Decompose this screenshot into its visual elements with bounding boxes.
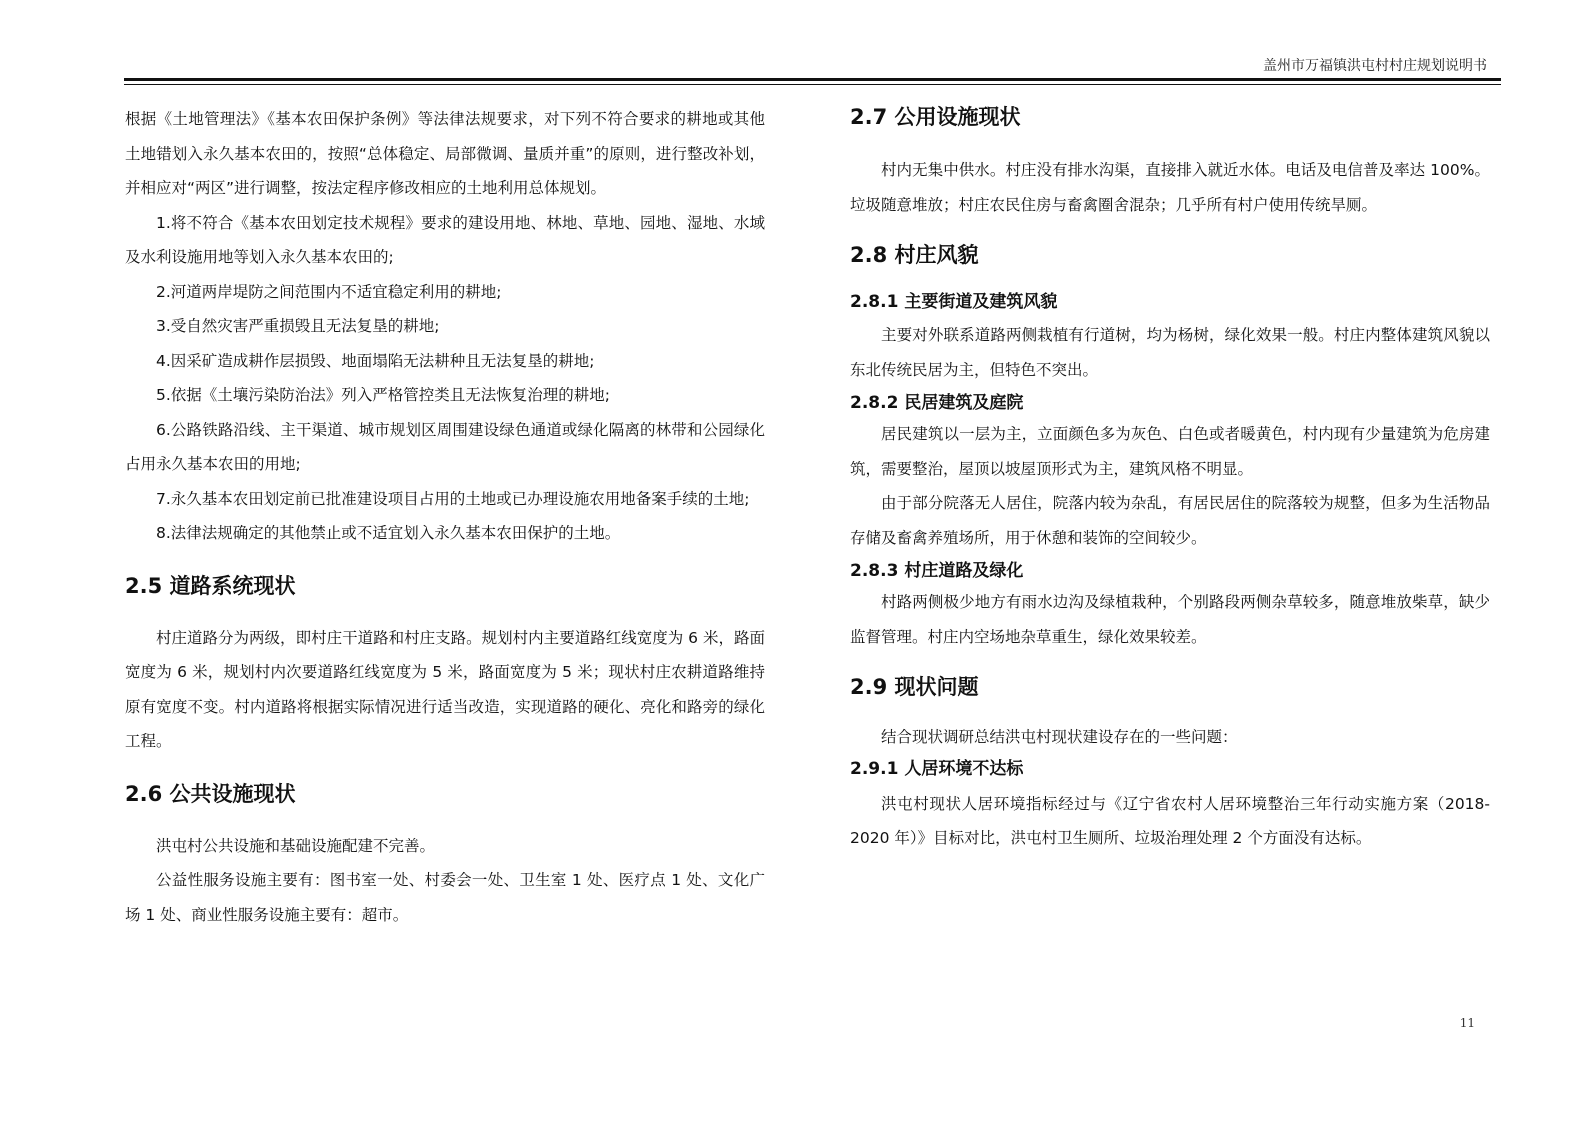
heading-2-8-1: 2.8.1 主要街道及建筑风貌 xyxy=(850,292,1058,312)
section-2-5-body: 村庄道路分为两级，即村庄干道路和村庄支路。规划村内主要道路红线宽度为 6 米，路面宽度为 6 米，规划村内次要道路红线宽度为 5 米，路面宽度为 5 米；现状村庄农耕道路维持原有宽度不变。村内道路将根据实际情况进行适当改造，实现道路的硬化、亮化和路旁的绿化工程。 xyxy=(125,628,765,750)
section-2-8-2-p1: 居民建筑以一层为主，立面颜色多为灰色、白色或者暖黄色，村内现有少量建筑为危房建筑，需要整治，屋顶以坡屋顶形式为主，建筑风格不明显。 xyxy=(850,425,1490,478)
section-2-6-p1: 洪屯村公共设施和基础设施配建不完善。 xyxy=(156,836,436,855)
list-item-2: 2.河道两岸堤防之间范围内不适宜稳定利用的耕地; xyxy=(156,282,502,301)
header-rule-thick xyxy=(124,78,1501,81)
section-2-7-body: 村内无集中供水。村庄没有排水沟渠，直接排入就近水体。电话及电信普及率达 100%。垃圾随意堆放；村庄农民住房与畜禽圈舍混杂；几乎所有村户使用传统旱厕。 xyxy=(850,161,1490,214)
section-2-9-1-body: 洪屯村现状人居环境指标经过与《辽宁省农村人居环境整治三年行动实施方案（2018-2020 年）》目标对比，洪屯村卫生厕所、垃圾治理处理 2 个方面没有达标。 xyxy=(850,794,1490,847)
list-item-5: 5.依据《土壤污染防治法》列入严格管控类且无法恢复治理的耕地; xyxy=(156,386,611,404)
heading-2-9-1: 2.9.1 人居环境不达标 xyxy=(850,758,1024,779)
intro-paragraph: 根据《土地管理法》《基本农田保护条例》等法律法规要求，对下列不符合要求的耕地或其他土地错划入永久基本农田的，按照“总体稳定、局部微调、量质并重”的原则，进行整改补划，并相应对“两区”进行调整，按法定程序修改相应的土地利用总体规划。 xyxy=(125,110,765,197)
section-2-8-3-body: 村路两侧极少地方有雨水边沟及绿植栽种，个别路段两侧杂草较多，随意堆放柴草，缺少监督管理。村庄内空场地杂草重生，绿化效果较差。 xyxy=(850,593,1490,646)
heading-2-8-3: 2.8.3 村庄道路及绿化 xyxy=(850,561,1024,581)
list-item-6: 6.公路铁路沿线、主干渠道、城市规划区周围建设绿色通道或绿化隔离的林带和公园绿化占用永久基本农田的用地; xyxy=(125,420,765,473)
heading-2-8: 2.8 村庄风貌 xyxy=(850,243,979,267)
section-2-8-1-body: 主要对外联系道路两侧栽植有行道树，均为杨树，绿化效果一般。村庄内整体建筑风貌以东北传统民居为主，但特色不突出。 xyxy=(850,326,1490,379)
heading-2-8-2: 2.8.2 民居建筑及庭院 xyxy=(850,393,1024,413)
list-item-8: 8.法律法规确定的其他禁止或不适宜划入永久基本农田保护的土地。 xyxy=(156,524,621,542)
list-item-1: 1.将不符合《基本农田划定技术规程》要求的建设用地、林地、草地、园地、湿地、水域及水利设施用地等划入永久基本农田的; xyxy=(125,213,765,266)
section-2-9-intro: 结合现状调研总结洪屯村现状建设存在的一些问题： xyxy=(881,728,1238,746)
right-column xyxy=(850,102,1490,856)
heading-2-9: 2.9 现状问题 xyxy=(850,675,979,699)
list-item-7: 7.永久基本农田划定前已批准建设项目占用的土地或已办理设施农用地备案手续的土地; xyxy=(156,489,750,508)
page-number: 11 xyxy=(1459,1016,1475,1030)
heading-2-7: 2.7 公用设施现状 xyxy=(850,105,1021,129)
document-header-title: 盖州市万福镇洪屯村村庄规划说明书 xyxy=(1263,58,1487,74)
list-item-4: 4.因采矿造成耕作层损毁、地面塌陷无法耕种且无法复垦的耕地; xyxy=(156,351,595,370)
list-item-3: 3.受自然灾害严重损毁且无法复垦的耕地; xyxy=(156,317,440,335)
heading-2-6: 2.6 公共设施现状 xyxy=(125,781,296,806)
section-2-6-p2: 公益性服务设施主要有：图书室一处、村委会一处、卫生室 1 处、医疗点 1 处、文化广场 1 处、商业性服务设施主要有：超市。 xyxy=(125,871,765,924)
heading-2-5: 2.5 道路系统现状 xyxy=(125,573,296,598)
header-rule-thin xyxy=(124,84,1501,85)
section-2-8-2-p2: 由于部分院落无人居住，院落内较为杂乱，有居民居住的院落较为规整，但多为生活物品存储及畜禽养殖场所，用于休憩和装饰的空间较少。 xyxy=(850,494,1490,547)
left-column xyxy=(125,102,765,932)
